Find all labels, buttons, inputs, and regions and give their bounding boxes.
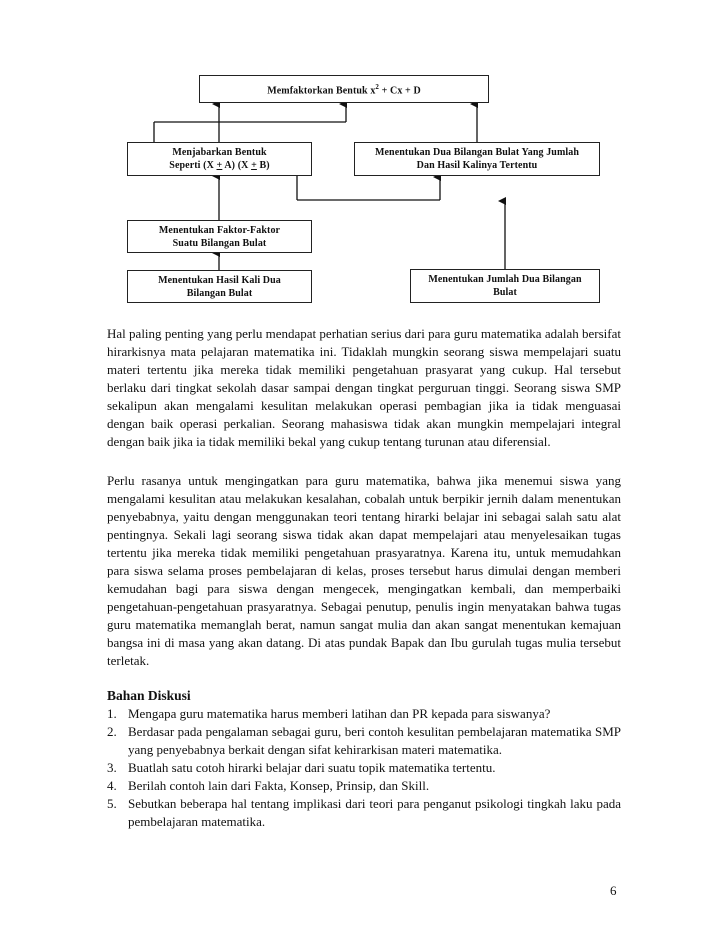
- item-number: 2.: [107, 724, 117, 739]
- item-text: Sebutkan beberapa hal tentang implikasi dari teori para penganut psikologi tingkah laku pada pembelajaran matematika.: [128, 796, 621, 829]
- list-item: [107, 705, 621, 723]
- box-jumlah-dua-bilangan: [410, 269, 600, 303]
- learning-hierarchy-diagram: [0, 0, 728, 320]
- box-faktor-faktor: [127, 220, 312, 253]
- discussion-list: [107, 705, 621, 831]
- paragraph-penutup: Perlu rasanya untuk mengingatkan para guru matematika, bahwa jika menemui siswa yang mengalami kesulitan atau melakukan kesalahan, cobalah untuk berpikir jernih dalam menentukan penyebabnya, yaitu dengan menggunakan teori tentang hirarki belajar ini sebagai salah satu alat pentingnya. Sekali lagi seorang siswa tidak akan dapat mempelajari atau menyelesaikan tugas tertentu jika mereka tidak memiliki pengetahuan prasyaratnya. Karena itu, untuk memudahkan para siswa selama proses pembelajaran di kelas, proses tersebut harus dimulai dengan memberi kemudahan bagi para siswa dengan mengecek, mengingatkan kembali, dan memperbaiki pengetahuan-pengetahuan prasyaratnya. Sebagai penutup, penulis ingin menyatakan bahwa tugas guru matematika memanglah berat, namun sangat mulia dan akan sangat menentukan kemajuan bangsa ini di masa yang akan datang. Di atas pundak Bapak dan Ibu gurulah tugas mulia tersebut terletak.: [107, 473, 621, 668]
- item-text: Mengapa guru matematika harus memberi latihan dan PR kepada para siswanya?: [128, 706, 551, 721]
- box-line-2: Bilangan Bulat: [186, 287, 253, 299]
- box-line-2: Bulat: [493, 287, 517, 298]
- item-number: 4.: [107, 778, 117, 793]
- plus-minus-2: +: [251, 160, 257, 171]
- list-item: [107, 777, 621, 795]
- page-number: 6: [610, 883, 617, 898]
- top-box-exponent: 2: [375, 82, 380, 91]
- list-item: [107, 795, 621, 831]
- box-hasil-kali: [127, 270, 312, 303]
- plus-minus-1: +: [216, 160, 223, 171]
- item-text: Berdasar pada pengalaman sebagai guru, beri contoh kesulitan pembelajaran matematika SMP yang penyebabnya berkait dengan sifat kehirarkisan materi matematika.: [128, 724, 621, 757]
- box-line-2a: Seperti (X: [169, 160, 217, 171]
- list-item: [107, 759, 621, 777]
- box-line-1: Menentukan Jumlah Dua Bilangan: [428, 274, 582, 285]
- box-line-2c: B): [256, 160, 270, 171]
- list-item: [107, 723, 621, 759]
- item-text: Berilah contoh lain dari Fakta, Konsep, Prinsip, dan Skill.: [128, 778, 430, 793]
- box-line-1: Menjabarkan Bentuk: [172, 147, 267, 158]
- top-box-text-rest: + Cx + D: [379, 85, 421, 97]
- box-dua-bilangan: [354, 142, 600, 176]
- discussion-heading: Bahan Diskusi: [107, 688, 191, 703]
- box-line-1: Menentukan Faktor-Faktor: [158, 224, 281, 236]
- box-line-2: Dan Hasil Kalinya Tertentu: [416, 160, 538, 171]
- item-text: Buatlah satu cotoh hirarki belajar dari suatu topik matematika tertentu.: [128, 760, 496, 775]
- item-number: 3.: [107, 760, 117, 775]
- item-number: 1.: [107, 706, 117, 721]
- top-box-text: Memfaktorkan Bentuk x: [267, 85, 376, 97]
- box-memfaktorkan: [199, 75, 489, 103]
- paragraph-hirarki: Hal paling penting yang perlu mendapat perhatian serius dari para guru matematika adalah bersifat hirarkisnya mata pelajaran matematika ini. Tidaklah mungkin seorang siswa mempelajari suatu materi tertentu jika mereka tidak memiliki pengetahuan prasyarat yang cukup. Hal tersebut berlaku dari tingkat sekolah dasar sampai dengan tingkat perguruan tinggi. Seorang siswa SMP sekalipun akan mengalami kesulitan melakukan operasi pembagian jika ia tidak menguasai dengan baik operasi perkalian. Seorang mahasiswa tidak akan mungkin mempelajari integral dengan baik jika ia tidak memiliki bekal yang cukup tentang turunan atau diferensial.: [107, 326, 621, 449]
- box-line-1: Menentukan Hasil Kali Dua: [158, 274, 281, 286]
- item-number: 5.: [107, 796, 117, 811]
- box-menjabarkan-bentuk: [127, 142, 312, 176]
- box-line-2b: A) (X: [222, 160, 252, 171]
- box-line-2: Suatu Bilangan Bulat: [172, 237, 267, 249]
- box-line-1: Menentukan Dua Bilangan Bulat Yang Jumlah: [374, 147, 580, 158]
